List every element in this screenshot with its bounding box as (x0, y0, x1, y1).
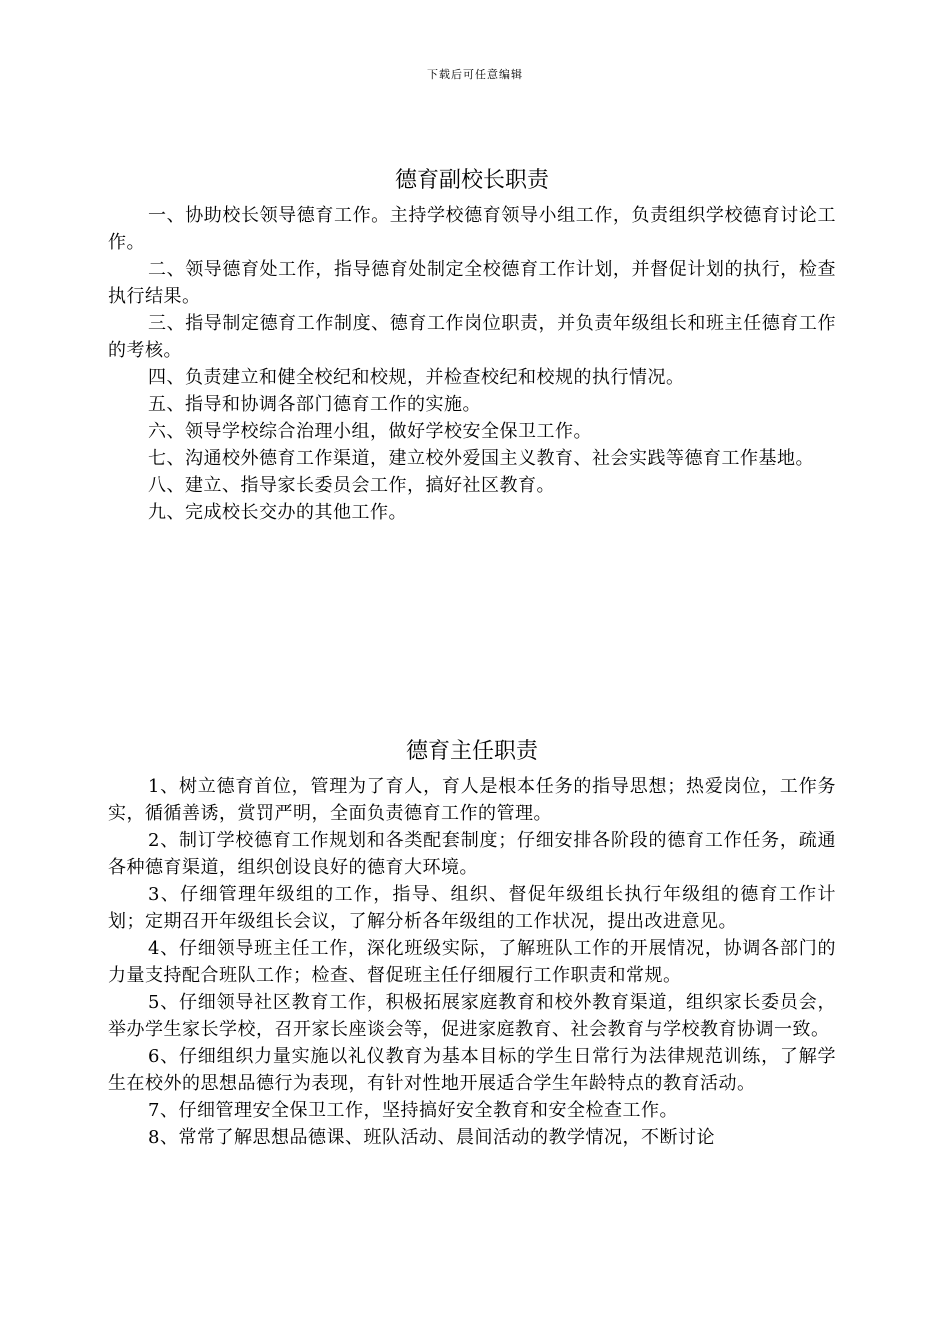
section-title: 德育主任职责 (405, 739, 538, 764)
duty-item: 4、仔细领导班主任工作，深化班级实际，了解班队工作的开展情况，协调各部门的力量支持配合班队工作；检查、督促班主任仔细履行工作职责和常规。 (108, 938, 836, 986)
duty-item: 七、沟通校外德育工作渠道，建立校外爱国主义教育、社会实践等德育工作基地。 (148, 448, 814, 469)
section-moral-director-duties (108, 737, 836, 1151)
duty-item: 三、指导制定德育工作制度、德育工作岗位职责，并负责年级组长和班主任德育工作的考核。 (108, 313, 836, 361)
duty-item: 九、完成校长交办的其他工作。 (148, 502, 407, 523)
duty-item: 六、领导学校综合治理小组，做好学校安全保卫工作。 (148, 421, 592, 442)
duty-item: 一、协助校长领导德育工作。主持学校德育领导小组工作，负责组织学校德育讨论工作。 (108, 205, 836, 253)
duty-item: 2、制订学校德育工作规划和各类配套制度；仔细安排各阶段的德育工作任务，疏通各种德育渠道，组织创设良好的德育大环境。 (108, 830, 836, 878)
duty-item: 3、仔细管理年级组的工作，指导、组织、督促年级组长执行年级组的德育工作计划；定期召开年级组长会议，了解分析各年级组的工作状况，提出改进意见。 (108, 884, 836, 932)
section-vice-principal-duties (108, 166, 836, 526)
duty-item: 6、仔细组织力量实施以礼仪教育为基本目标的学生日常行为法律规范训练，了解学生在校外的思想品德行为表现，有针对性地开展适合学生年龄特点的教育活动。 (108, 1046, 836, 1094)
duty-item: 1、树立德育首位，管理为了育人，育人是根本任务的指导思想；热爱岗位，工作务实，循循善诱，赏罚严明，全面负责德育工作的管理。 (108, 776, 836, 824)
duty-item: 5、仔细领导社区教育工作，积极拓展家庭教育和校外教育渠道，组织家长委员会，举办学生家长学校，召开家长座谈会等，促进家庭教育、社会教育与学校教育协调一致。 (108, 992, 836, 1040)
header-note: 下载后可任意编辑 (427, 68, 523, 81)
duty-item: 四、负责建立和健全校纪和校规，并检查校纪和校规的执行情况。 (148, 367, 685, 388)
duty-item: 五、指导和协调各部门德育工作的实施。 (148, 394, 481, 415)
duty-item: 二、领导德育处工作，指导德育处制定全校德育工作计划，并督促计划的执行，检查执行结果。 (108, 259, 836, 307)
duty-item: 7、仔细管理安全保卫工作，坚持搞好安全教育和安全检查工作。 (148, 1100, 678, 1121)
duty-item: 八、建立、指导家长委员会工作，搞好社区教育。 (148, 475, 555, 496)
section-title: 德育副校长职责 (394, 168, 549, 193)
duty-item: 8、常常了解思想品德课、班队活动、晨间活动的教学情况，不断讨论 (148, 1127, 715, 1148)
